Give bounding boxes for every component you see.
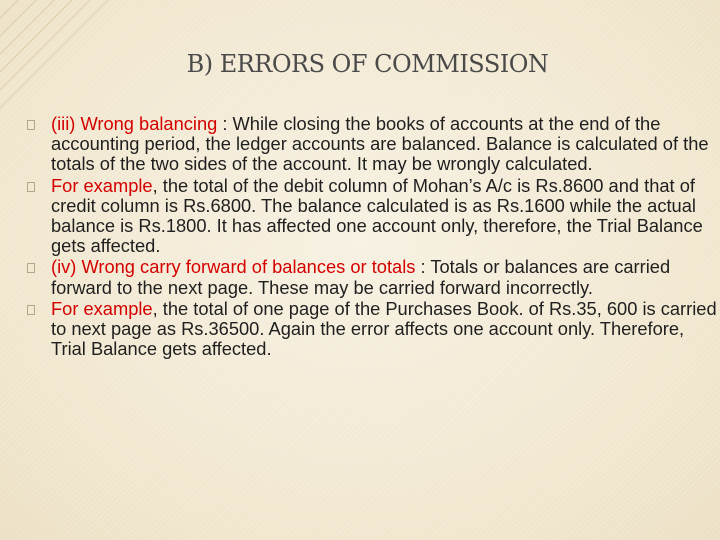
bullet-marker-icon bbox=[27, 305, 35, 315]
body-text: , the total of the debit column of Mohan’s A/c is Rs.8600 and that of credit column is Rs.6800. The balance calculated is as Rs.1600 while the actual balance is Rs.1800. It has affected one account only, therefore, the Trial Balance gets affected. bbox=[51, 174, 703, 257]
body-text: , the total of one page of the Purchases Book. of Rs.35, 600 is carried to next page as Rs.36500. Again the error affects one account only. Therefore, Trial Balance gets affected. bbox=[51, 297, 717, 360]
bullet-list bbox=[51, 114, 720, 360]
highlight-text: (iii) Wrong balancing bbox=[51, 113, 218, 134]
page-title: B) ERRORS OF COMMISSION bbox=[186, 50, 549, 78]
list-item bbox=[51, 257, 720, 297]
bullet-marker-icon bbox=[27, 120, 35, 130]
highlight-text: For example bbox=[51, 297, 153, 319]
bullet-marker-icon bbox=[27, 263, 35, 273]
body-text: : Totals or balances are carried forward to the next page. These may be carried forward incorrectly. bbox=[51, 256, 671, 298]
body-text: : While closing the books of accounts at the end of the accounting period, the ledger accounts are balanced. Balance is calculated of the totals of the two sides of the account. It may be wrongly calculated. bbox=[51, 113, 709, 175]
highlight-text: For example bbox=[51, 174, 153, 196]
list-item bbox=[51, 176, 720, 257]
list-item bbox=[51, 114, 720, 175]
list-item bbox=[51, 299, 720, 360]
highlight-text: (iv) Wrong carry forward of balances or totals bbox=[51, 256, 416, 278]
bullet-marker-icon bbox=[27, 182, 35, 192]
